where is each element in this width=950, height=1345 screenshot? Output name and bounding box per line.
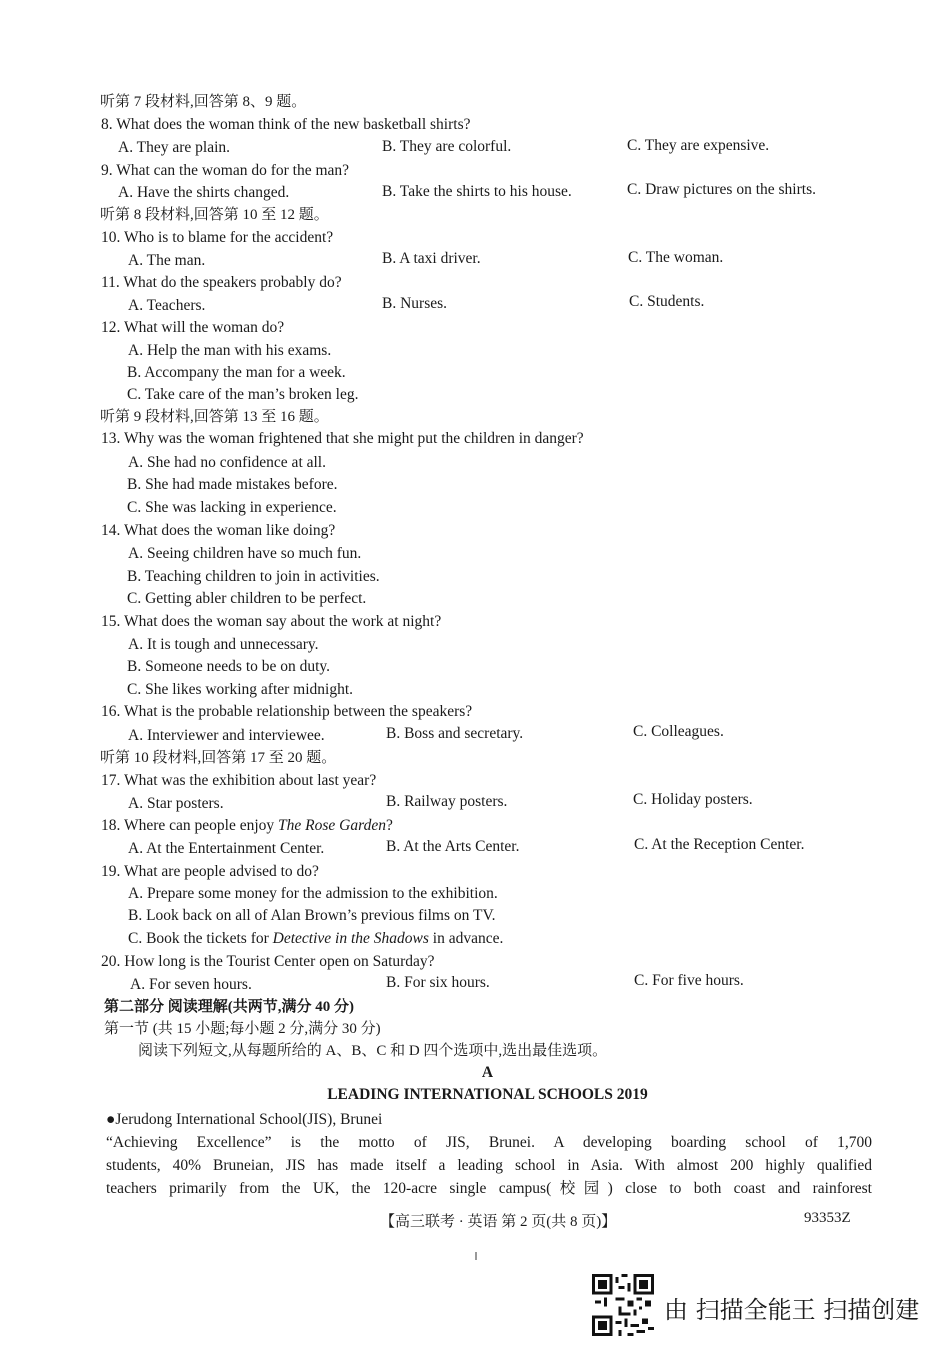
text-line: 18. Where can people enjoy The Rose Garden?	[101, 817, 393, 834]
text-line: 阅读下列短文,从每题所给的 A、B、C 和 D 四个选项中,选出最佳选项。	[138, 1043, 608, 1059]
text-line: 第一节 (共 15 小题;每小题 2 分,满分 30 分)	[104, 1021, 381, 1037]
text-line: B. A taxi driver.	[382, 250, 481, 267]
text-line: A. Interviewer and interviewee.	[128, 727, 325, 744]
text-line: students, 40% Bruneian, JIS has made itself a leading school in Asia. With almost 200 highly qualified	[106, 1157, 872, 1174]
text-line: A. At the Entertainment Center.	[128, 840, 325, 857]
text-line: A. The man.	[128, 252, 206, 269]
text-line: B. At the Arts Center.	[386, 838, 520, 855]
text-line: 8. What does the woman think of the new basketball shirts?	[101, 116, 471, 133]
text-line: teachers primarily from the UK, the 120-acre single campus(校园) close to both coast and rainforest	[106, 1180, 872, 1197]
footer-paper-code: 93353Z	[804, 1210, 851, 1226]
text-line: C. Book the tickets for Detective in the Shadows in advance.	[128, 930, 504, 947]
text-line: B. Look back on all of Alan Brown’s previous films on TV.	[128, 907, 496, 924]
text-line: 11. What do the speakers probably do?	[101, 274, 342, 291]
text-line: B. Take the shirts to his house.	[382, 183, 572, 200]
text-line: C. The woman.	[628, 249, 724, 266]
text-line: B. Boss and secretary.	[386, 725, 524, 742]
text-line: 听第 10 段材料,回答第 17 至 20 题。	[100, 750, 337, 766]
text-line: B. Railway posters.	[386, 793, 508, 810]
text-line: 15. What does the woman say about the work at night?	[101, 613, 442, 630]
text-line: A. Seeing children have so much fun.	[128, 545, 362, 562]
text-line: A. It is tough and unnecessary.	[128, 636, 319, 653]
text-line: A. They are plain.	[118, 139, 231, 156]
text-line: 听第 8 段材料,回答第 10 至 12 题。	[100, 207, 329, 223]
text-line: A. Star posters.	[128, 795, 224, 812]
text-line: A. She had no confidence at all.	[128, 454, 326, 471]
text-line: C. For five hours.	[634, 972, 744, 989]
text-line: B. Teaching children to join in activities.	[127, 568, 380, 585]
text-line: 17. What was the exhibition about last year?	[101, 772, 377, 789]
scan-mark	[475, 1252, 477, 1260]
text-line: C. Take care of the man’s broken leg.	[127, 386, 359, 403]
text-line: 听第 9 段材料,回答第 13 至 16 题。	[100, 409, 329, 425]
text-line: C. Students.	[629, 293, 705, 310]
text-line: A. Help the man with his exams.	[128, 342, 332, 359]
text-line: B. Accompany the man for a week.	[127, 364, 346, 381]
text-line: 第二部分 阅读理解(共两节,满分 40 分)	[104, 999, 354, 1015]
text-line: A. Have the shirts changed.	[118, 184, 290, 201]
text-line: 9. What can the woman do for the man?	[101, 162, 350, 179]
text-line: A	[481, 1064, 494, 1081]
text-line: C. Holiday posters.	[633, 791, 753, 808]
text-line: B. She had made mistakes before.	[127, 476, 338, 493]
scanner-watermark: 由 扫描全能王 扫描创建	[664, 1296, 920, 1324]
text-line: A. For seven hours.	[130, 976, 252, 993]
text-line: B. Nurses.	[382, 295, 448, 312]
text-line: C. She was lacking in experience.	[127, 499, 337, 516]
text-line: ●Jerudong International School(JIS), Brunei	[106, 1111, 383, 1128]
text-line: LEADING INTERNATIONAL SCHOOLS 2019	[327, 1086, 648, 1103]
text-line: 10. Who is to blame for the accident?	[101, 229, 334, 246]
qr-code-icon	[592, 1274, 654, 1336]
text-line: 20. How long is the Tourist Center open on Saturday?	[101, 953, 435, 970]
footer-page-info: 【高三联考 · 英语 第 2 页(共 8 页)】	[380, 1214, 617, 1230]
text-line: C. She likes working after midnight.	[127, 681, 354, 698]
text-line: A. Teachers.	[128, 297, 206, 314]
text-line: C. Colleagues.	[633, 723, 724, 740]
text-line: A. Prepare some money for the admission to the exhibition.	[128, 885, 498, 902]
text-line: 14. What does the woman like doing?	[101, 522, 336, 539]
text-line: C. They are expensive.	[627, 137, 770, 154]
text-line: C. Getting abler children to be perfect.	[127, 590, 367, 607]
text-line: 12. What will the woman do?	[101, 319, 285, 336]
text-line: B. Someone needs to be on duty.	[127, 658, 331, 675]
text-line: 13. Why was the woman frightened that she might put the children in danger?	[101, 430, 584, 447]
text-line: B. They are colorful.	[382, 138, 512, 155]
text-line: 听第 7 段材料,回答第 8、9 题。	[100, 94, 307, 110]
text-line: B. For six hours.	[386, 974, 490, 991]
text-line: “Achieving Excellence” is the motto of JIS, Brunei. A developing boarding school of 1,700	[106, 1134, 872, 1151]
text-line: C. At the Reception Center.	[634, 836, 805, 853]
text-line: C. Draw pictures on the shirts.	[627, 181, 816, 198]
text-line: 16. What is the probable relationship between the speakers?	[101, 703, 473, 720]
text-line: 19. What are people advised to do?	[101, 863, 319, 880]
